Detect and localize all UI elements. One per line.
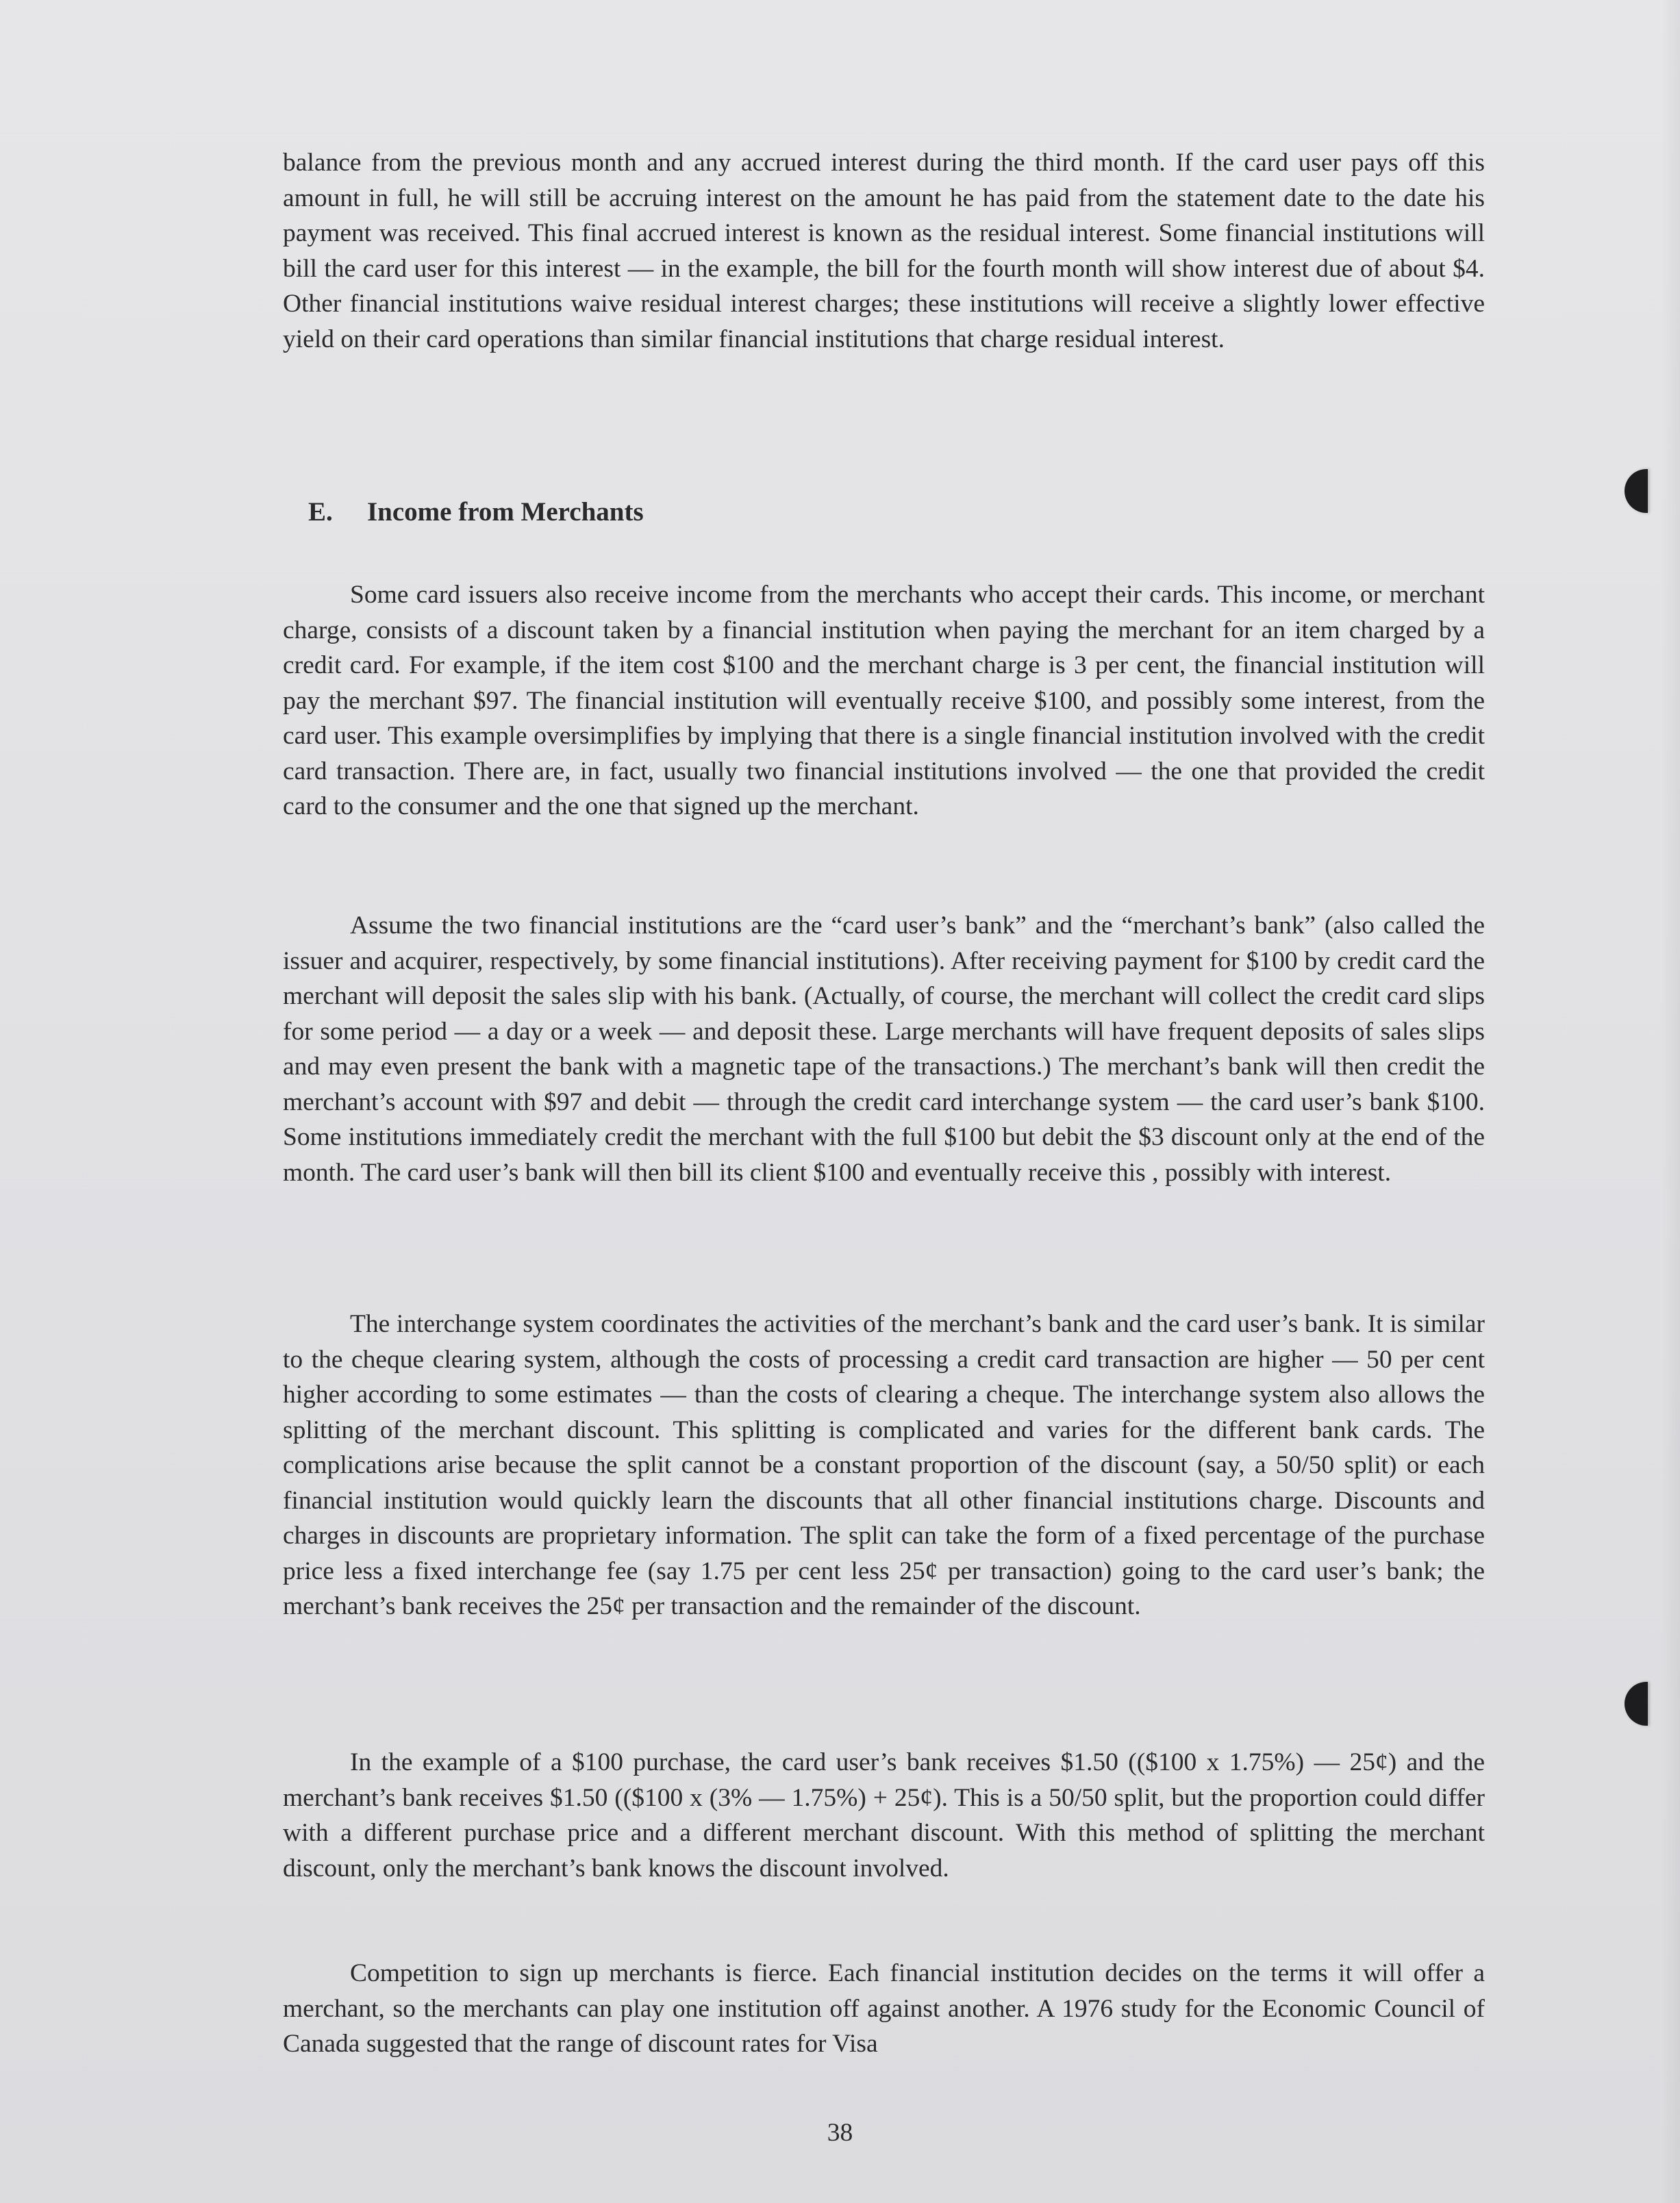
page-edge-shadow — [1661, 0, 1680, 2203]
page-number: 38 — [827, 2119, 853, 2147]
section-heading — [308, 494, 644, 530]
binder-hole-top — [1625, 469, 1648, 513]
binder-hole-bottom — [1625, 1682, 1648, 1726]
section-letter: E. — [308, 497, 333, 527]
paragraph-residual-interest: balance from the previous month and any accrued interest during the third month. If the card user pays off this amount in full, he will still be accruing interest on the amount he has paid from the statement date to the date his payment was received. This final accrued interest is known as the residual interest. Some financial institutions will bill the card user for this interest — in the example, the bill for the fourth month will show interest due of about $4. Other financial institutions waive residual interest charges; these institutions will receive a slightly lower effective yield on their card operations than similar financial institutions that charge residual interest. — [283, 149, 1485, 353]
paragraph-competition: Competition to sign up merchants is fierce. Each financial institution decides on the terms it will offer a merchant, so the merchants can play one institution off against another. A 1976 study for the Economic Council of Canada suggested that the range of discount rates for Visa — [283, 1959, 1485, 2058]
paragraph-two-banks: Assume the two financial institutions are the “card user’s bank” and the “merchant’s bank” (also called the issuer and acquirer, respectively, by some financial institutions). After receiving payment for $100 by credit card the merchant will deposit the sales slip with his bank. (Actually, of course, the merchant will collect the credit card slips for some period — a day or a week — and deposit these. Large merchants will have frequent deposits of sales slips and may even present the bank with a magnetic tape of the transactions.) The merchant’s bank will then credit the merchant’s account with $97 and debit — through the credit card interchange system — the card user’s bank $100. Some institutions immediately credit the merchant with the full $100 but debit the $3 discount only at the end of the month. The card user’s bank will then bill its client $100 and eventually receive this , possibly with interest. — [283, 911, 1485, 1187]
section-title: Income from Merchants — [367, 497, 644, 527]
paragraph-merchant-charge: Some card issuers also receive income from the merchants who accept their cards. This income, or merchant charge, consists of a discount taken by a financial institution when paying the merchant for an item charged by a credit card. For example, if the item cost $100 and the merchant charge is 3 per cent, the financial institution will pay the merchant $97. The financial institution will eventually receive $100, and possibly some interest, from the card user. This example oversimplifies by implying that there is a single financial institution involved with the credit card transaction. There are, in fact, usually two financial institutions involved — the one that provided the credit card to the consumer and the one that signed up the merchant. — [283, 581, 1485, 820]
paragraph-split-example: In the example of a $100 purchase, the card user’s bank receives $1.50 (($100 x 1.75%) — 25¢) and the merchant’s bank receives $1.50 (($100 x (3% — 1.75%) + 25¢). This is a 50/50 split, but the proportion could differ with a different purchase price and a different merchant discount. With this method of splitting the merchant discount, only the merchant’s bank knows the discount involved. — [283, 1748, 1485, 1883]
paragraph-interchange-system: The interchange system coordinates the activities of the merchant’s bank and the card user’s bank. It is similar to the cheque clearing system, although the costs of processing a credit card transaction are higher — 50 per cent higher according to some estimates — than the costs of clearing a cheque. The interchange system also allows the splitting of the merchant discount. This splitting is complicated and varies for the different bank cards. The complications arise because the split cannot be a constant proportion of the discount (say, a 50/50 split) or each financial institution would quickly learn the discounts that all other financial institutions charge. Discounts and charges in discounts are proprietary information. The split can take the form of a fixed percentage of the purchase price less a fixed interchange fee (say 1.75 per cent less 25¢ per transaction) going to the card user’s bank; the merchant’s bank receives the 25¢ per transaction and the remainder of the discount. — [283, 1310, 1485, 1620]
